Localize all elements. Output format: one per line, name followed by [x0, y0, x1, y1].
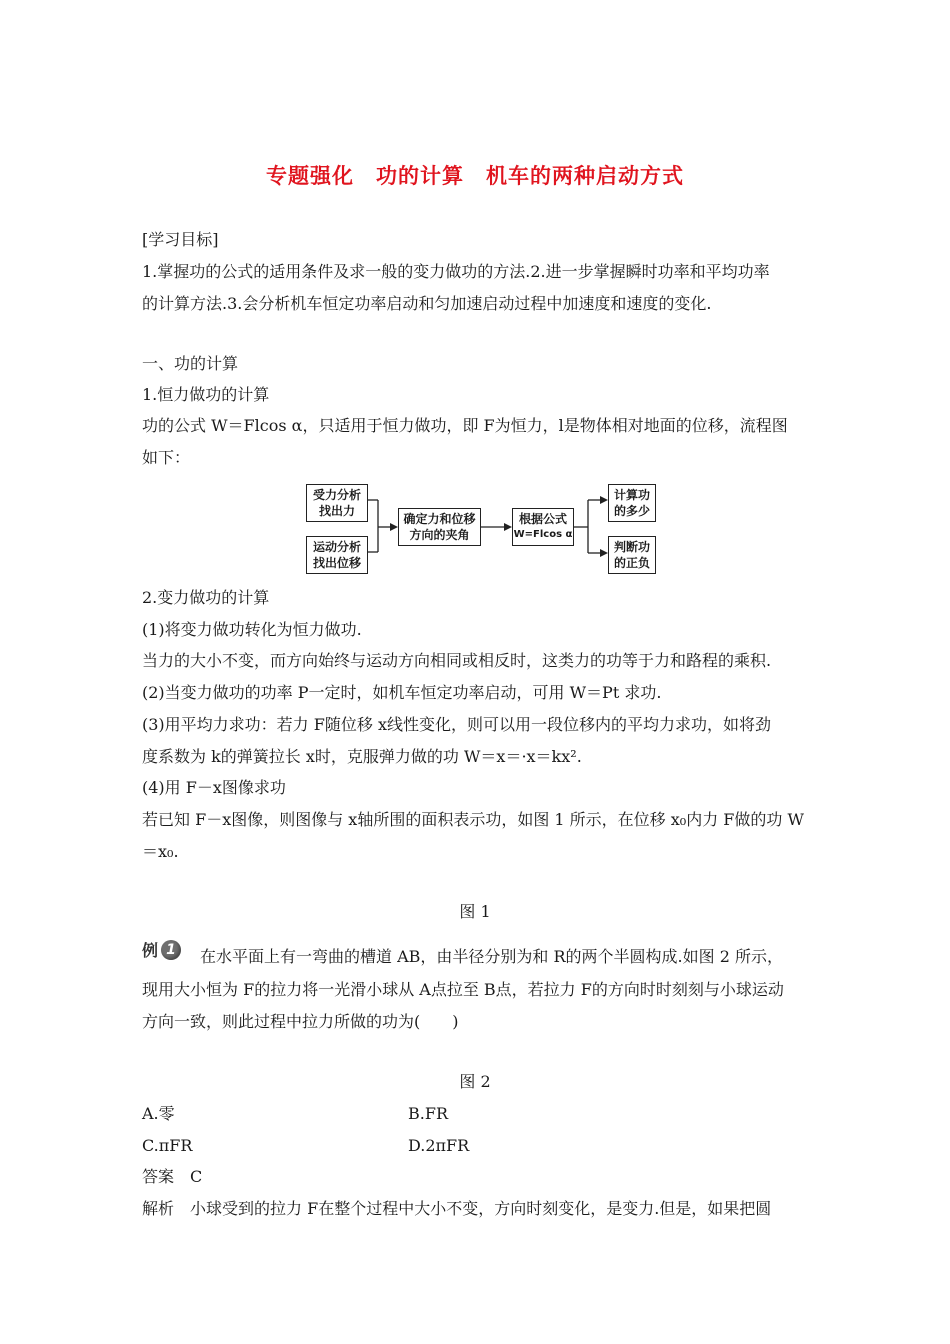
page-title: 专题强化 功的计算 机车的两种启动方式	[266, 164, 684, 188]
flow-box-motion-analysis	[306, 536, 368, 574]
example-line: 方向一致，则此过程中拉力所做的功为( )	[142, 1012, 459, 1031]
paragraph-line: 度系数为 k的弹簧拉长 x时，克服弹力做的功 W＝x＝·x＝kx².	[142, 747, 582, 766]
objectives-header: [学习目标]	[142, 230, 219, 249]
paragraph-line: ＝x₀.	[142, 842, 179, 861]
flow-text: 方向的夹角	[409, 528, 470, 542]
analysis: 解析 小球受到的拉力 F在整个过程中大小不变，方向时刻变化，是变力.但是，如果把圆	[142, 1199, 772, 1218]
flow-box-formula	[512, 508, 574, 546]
answer: 答案 C	[142, 1167, 203, 1186]
paragraph-line: (4)用 F－x图像求功	[142, 778, 286, 797]
paragraph-line: 功的公式 W＝Flcos α，只适用于恒力做功，即 F为恒力，l是物体相对地面的位移，流程图	[142, 416, 788, 435]
flow-box-compute-work	[608, 484, 656, 522]
flow-text: W=Flcos α	[513, 529, 573, 540]
flow-text: 判断功	[613, 540, 650, 554]
example-line: 现用大小恒为 F的拉力将一光滑小球从 A点拉至 B点，若拉力 F的方向时时刻刻与小球运动	[142, 980, 784, 999]
paragraph-line: 若已知 F－x图像，则图像与 x轴所围的面积表示功，如图 1 所示，在位移 x₀内力 F做的功 W	[142, 810, 804, 829]
subsection-variable-force: 2.变力做功的计算	[142, 588, 270, 607]
option-a: A.零	[142, 1104, 175, 1123]
flow-text: 受力分析	[312, 488, 361, 502]
option-c: C.πFR	[142, 1136, 193, 1155]
figure-2-caption: 图 2	[459, 1072, 491, 1091]
paragraph-line: 如下：	[142, 448, 191, 467]
example-line: 在水平面上有一弯曲的槽道 AB，由半径分别为和 R的两个半圆构成.如图 2 所示，	[200, 947, 783, 966]
example-label: 例	[142, 941, 159, 960]
paragraph-line: 当力的大小不变，而方向始终与运动方向相同或相反时，这类力的功等于力和路程的乘积.	[142, 651, 772, 670]
objectives-line-2: 的计算方法.3.会分析机车恒定功率启动和匀加速启动过程中加速度和速度的变化.	[142, 294, 712, 313]
subsection-constant-force: 1.恒力做功的计算	[142, 385, 270, 404]
paragraph-line: (1)将变力做功转化为恒力做功.	[142, 620, 362, 639]
flow-text: 根据公式	[518, 512, 567, 526]
objectives-line-1: 1.掌握功的公式的适用条件及求一般的变力做功的方法.2.进一步掌握瞬时功率和平均功率	[142, 262, 770, 281]
figure-1-caption: 图 1	[459, 902, 491, 921]
flow-box-judge-sign	[608, 536, 656, 574]
section-heading: 一、功的计算	[142, 354, 239, 373]
option-d: D.2πFR	[408, 1136, 470, 1155]
paragraph-line: (3)用平均力求功：若力 F随位移 x线性变化，则可以用一段位移内的平均力求功，如将劲	[142, 715, 771, 734]
flow-box-angle	[398, 508, 481, 546]
option-b: B.FR	[408, 1104, 448, 1123]
flow-text: 运动分析	[312, 540, 361, 554]
flow-text: 的正负	[613, 556, 650, 570]
paragraph-line: (2)当变力做功的功率 P一定时，如机车恒定功率启动，可用 W＝Pt 求功.	[142, 683, 662, 702]
flow-text: 确定力和位移	[403, 512, 476, 526]
flow-text: 计算功	[613, 488, 650, 502]
flow-text: 找出力	[318, 504, 355, 518]
flow-text: 找出位移	[312, 556, 361, 570]
example-number-icon: 1	[161, 940, 181, 960]
flow-text: 的多少	[613, 504, 650, 518]
flow-box-force-analysis	[306, 484, 368, 522]
example-badge	[142, 938, 181, 961]
